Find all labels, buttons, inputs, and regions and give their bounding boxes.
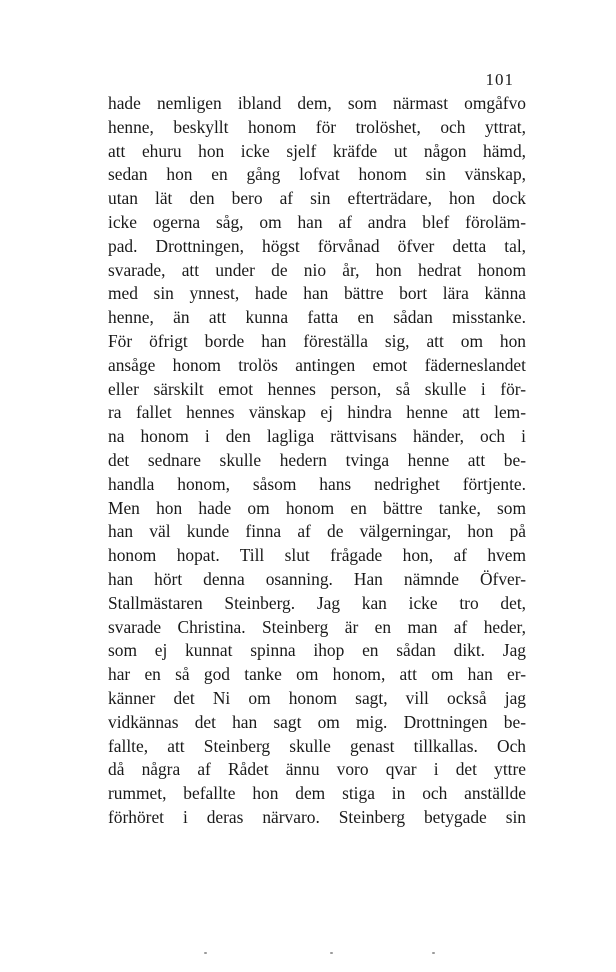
scan-speck <box>330 952 333 954</box>
text-line-15: na honom i den lagliga rättvisans händer, och i <box>108 426 526 447</box>
text-line-11: För öfrigt borde han föreställa sig, att om hon <box>108 330 526 351</box>
text-line-30: rummet, befallte hon dem stiga in och anställde <box>108 783 526 804</box>
text-line-9: med sin ynnest, hade han bättre bort lära känna <box>108 283 526 304</box>
text-line-7: pad. Drottningen, högst förvånad öfver detta tal, <box>108 235 526 256</box>
text-line-28: fallte, att Steinberg skulle genast tillkallas. Och <box>108 735 526 756</box>
text-line-3: att ehuru hon icke sjelf kräfde ut någon hämd, <box>108 140 526 161</box>
text-line-23: svarade Christina. Steinberg är en man af heder, <box>108 616 526 637</box>
scan-speck <box>432 952 435 954</box>
text-line-24: som ej kunnat spinna ihop en sådan dikt. Jag <box>108 640 526 661</box>
text-line-14: ra fallet hennes vänskap ej hindra henne att lem- <box>108 402 526 423</box>
text-line-19: han väl kunde finna af de välgerningar, hon på <box>108 521 526 542</box>
text-line-8: svarade, att under de nio år, hon hedrat honom <box>108 259 526 280</box>
text-line-1: hade nemligen ibland dem, som närmast omgåfvo <box>108 93 526 113</box>
text-line-21: han hört denna osanning. Han nämnde Öfver- <box>108 568 526 589</box>
text-line-12: ansåge honom trolös antingen emot fäderneslandet <box>108 354 526 375</box>
text-line-2: henne, beskyllt honom för trolöshet, och yttrat, <box>108 116 526 137</box>
text-line-31: förhöret i deras närvaro. Steinberg betygade sin <box>108 806 526 827</box>
text-line-29: då några af Rådet ännu voro qvar i det yttre <box>108 759 526 780</box>
scan-speck <box>204 952 207 954</box>
text-line-10: henne, än att kunna fatta en sådan misstanke. <box>108 307 526 328</box>
text-line-27: vidkännas det han sagt om mig. Drottningen be- <box>108 711 526 732</box>
text-line-22: Stallmästaren Steinberg. Jag kan icke tro det, <box>108 592 526 613</box>
text-line-5: utan lät den bero af sin efterträdare, hon dock <box>108 188 526 209</box>
text-line-6: icke ogerna såg, om han af andra blef föroläm- <box>108 211 526 232</box>
text-line-4: sedan hon en gång lofvat honom sin vänskap, <box>108 164 526 185</box>
text-line-25: har en så god tanke om honom, att om han er- <box>108 664 526 685</box>
text-line-26: känner det Ni om honom sagt, vill också jag <box>108 687 526 708</box>
text-line-18: Men hon hade om honom en bättre tanke, som <box>108 497 526 518</box>
text-line-13: eller särskilt emot hennes person, så skulle i för- <box>108 378 526 399</box>
text-line-16: det sednare skulle hedern tvinga henne att be- <box>108 449 526 470</box>
text-line-17: handla honom, såsom hans nedrighet förtjente. <box>108 473 526 494</box>
body-text <box>108 92 526 830</box>
page-number: 101 <box>485 70 514 89</box>
text-line-20: honom hopat. Till slut frågade hon, af hvem <box>108 545 526 566</box>
